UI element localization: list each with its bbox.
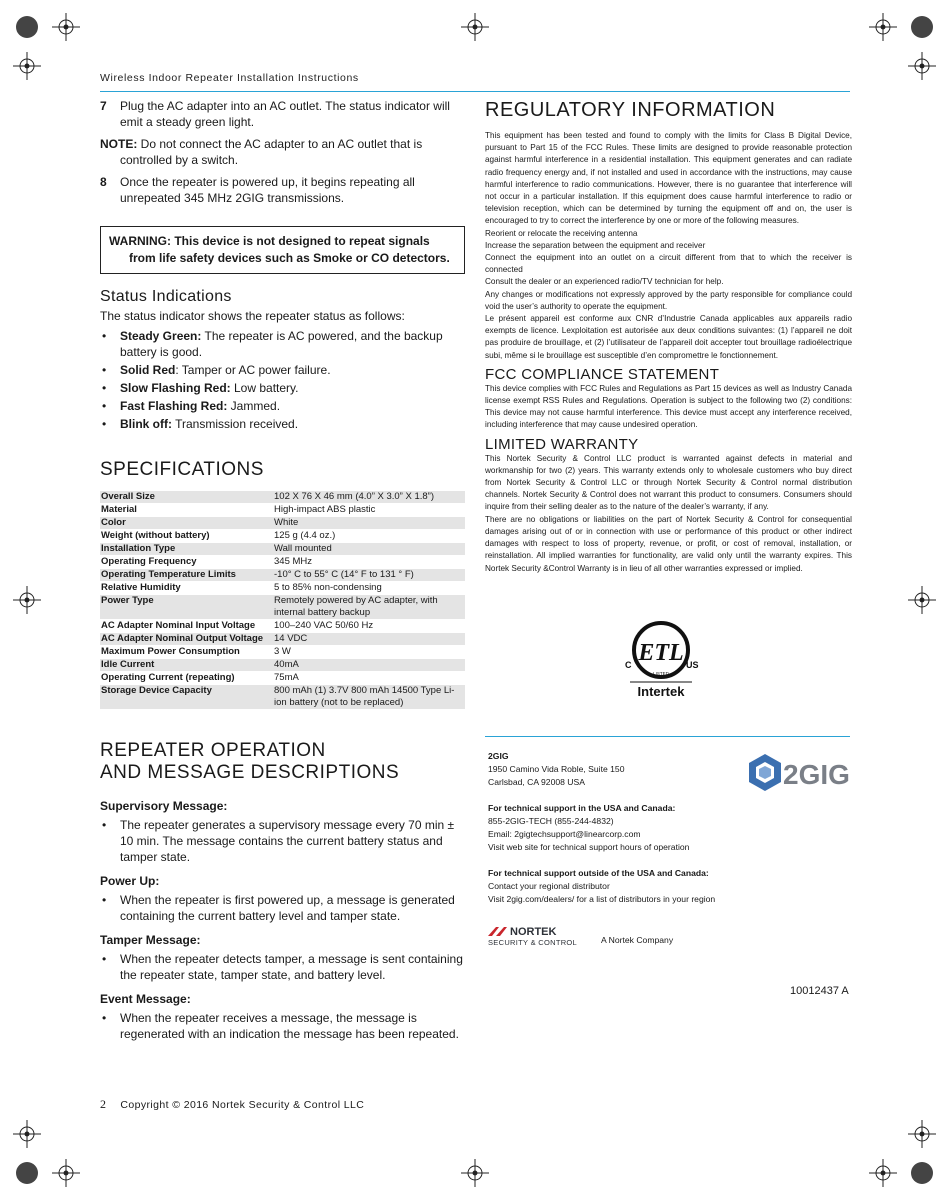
etl-us: US [686,660,699,670]
step-8 [100,174,465,206]
spec-key: Operating Temperature Limits [100,569,273,582]
spec-value: 125 g (4.4 oz.) [273,530,465,543]
spec-row [100,685,465,710]
spec-row [100,556,465,569]
document-number: 10012437 A [790,985,849,997]
specifications-title: SPECIFICATIONS [100,459,264,480]
spec-key: AC Adapter Nominal Input Voltage [100,620,273,633]
step-text: Once the repeater is powered up, it begins repeating all unrepeated 345 MHz 2GIG transmissions. [120,175,415,205]
copyright: Copyright © 2016 Nortek Security & Control LLC [120,1099,365,1111]
step-text: Plug the AC adapter into an AC outlet. The status indicator will emit a steady green light. [120,99,450,129]
spec-value: 100–240 VAC 50/60 Hz [273,620,465,633]
regulatory-measure: Connect the equipment into an outlet on a circuit different from that to which the receiver is connected [485,253,852,275]
spec-row [100,543,465,556]
status-item: • Steady Green: The repeater is AC powered, and the backup battery is good. [102,329,443,359]
spec-value: 5 to 85% non-condensing [273,582,465,595]
svg-text:ETL: ETL [638,640,684,666]
spec-value: 102 X 76 X 46 mm (4.0” X 3.0” X 1.8”) [273,491,465,504]
status-item: • Blink off: Transmission received. [102,417,299,431]
operation-section [100,740,465,1042]
nortek-logo [486,924,686,948]
spec-key: Overall Size [100,491,273,504]
spec-key: Weight (without battery) [100,530,273,543]
nortek-wing-icon [488,927,507,936]
intertek-label: Intertek [637,684,685,699]
warranty-title: LIMITED WARRANTY [485,435,639,453]
warranty-paragraph: This Nortek Security & Control LLC product is warranted against defects in material and workmanship for two (2) years. This warranty extends only to wholesale customers who buy direct from Nortek Security & Control LLC or through Nortek Security & Control normal distribution channels. Nortek Security & Control does not warrant this product to consumers. Consumers should inquire from their selling dealer as to the nature of the dealer’s warranty, if any. [485,453,852,512]
spec-row [100,530,465,543]
spec-key: Storage Device Capacity [100,685,273,710]
operation-title-line-2: AND MESSAGE DESCRIPTIONS [100,762,400,783]
specifications-table [100,491,465,710]
spec-value: High-impact ABS plastic [273,504,465,517]
operation-text: When the repeater is first powered up, a message is generated containing the current battery level and tamper state. [120,893,455,923]
status-label: Steady Green: [120,329,202,343]
spec-row [100,569,465,582]
operation-item: • When the repeater is first powered up, a message is generated containing the current battery level and tamper state. [102,893,455,923]
spec-value: Wall mounted [273,543,465,556]
contact-block [488,750,748,906]
warning-line-1: WARNING: This device is not designed to repeat signals [109,234,430,248]
spec-row [100,659,465,672]
address-line-1: 1950 Camino Vida Roble, Suite 150 [488,764,625,774]
right-column [485,98,852,575]
spec-value: 3 W [273,646,465,659]
note-text: Do not connect the AC adapter to an AC outlet that is controlled by a switch. [120,137,423,167]
operation-item: • When the repeater detects tamper, a message is sent containing the repeater state, tamper state, and battery level. [102,952,463,982]
spec-row [100,504,465,517]
header-title: Wireless Indoor Repeater Installation Instructions [100,72,359,84]
spec-key: Power Type [100,595,273,620]
etl-listed: LISTED [653,671,669,676]
status-intro: The status indicator shows the repeater status as follows: [100,309,405,323]
company-name: 2GIG [488,751,509,761]
spec-row [100,517,465,530]
operation-text: When the repeater receives a message, the message is regenerated with an indication the message has been repeated. [120,1011,459,1041]
status-text: Jammed. [227,399,281,413]
spec-key: Color [100,517,273,530]
operation-text: The repeater generates a supervisory message every 70 min ± 10 min. The message contains the current battery status and tamper state. [120,818,455,864]
status-item: • Slow Flashing Red: Low battery. [102,381,299,395]
status-item: • Fast Flashing Red: Jammed. [102,399,281,413]
fcc-paragraph: This device complies with FCC Rules and Regulations as Part 15 devices as well as Industry Canada license exempt RSS Rules and Regulations. Operation is subject to the following two (2) conditions: This device may not cause harmful interference. This device must accept any interference received, including interference that may cause undesired operation. [485,383,852,430]
spec-row [100,646,465,659]
us-support-web: Visit web site for technical support hours of operation [488,842,690,852]
spec-value: 14 VDC [273,633,465,646]
regulatory-paragraph: This equipment has been tested and found to comply with the limits for Class B Digital Device, pursuant to Part 15 of the FCC Rules. These limits are designed to provide reasonable protection against harmful interference in a residential installation. This equipment generates and can radiate radio frequency energy and, if not installed and used in accordance with the instructions, may cause harmful interference to radio communications. However, there is no guarantee that interference will not occur in a particular installation. If this equipment does cause harmful interference to radio or television reception, which can be determined by turning the equipment off and on, the user is encouraged to try to correct the interference by one or more of the following measures. [485,131,852,226]
spec-row [100,582,465,595]
spec-row [100,620,465,633]
status-text: Low battery. [230,381,299,395]
spec-key: AC Adapter Nominal Output Voltage [100,633,273,646]
status-text: The repeater is AC powered, and the backup battery is good. [120,329,443,359]
note-label: NOTE: [100,137,138,151]
spec-value: White [273,517,465,530]
spec-key: Installation Type [100,543,273,556]
etl-c: C [625,660,632,670]
us-support-phone: 855-2GIG-TECH (855-244-4832) [488,816,614,826]
status-text: : Tamper or AC power failure. [175,363,331,377]
intl-support-line-2: Visit 2gig.com/dealers/ for a list of distributors in your region [488,894,716,904]
nortek-subtitle: SECURITY & CONTROL [488,938,578,947]
regulatory-paragraph: Any changes or modifications not expressly approved by the party responsible for compliance could void the user’s authority to operate the equipment. [485,289,852,311]
spec-value: Remotely powered by AC adapter, with internal battery backup [273,595,465,620]
twogig-wordmark: 2GIG [783,759,850,790]
header-divider [100,91,850,92]
spec-key: Material [100,504,273,517]
contact-divider [485,736,850,737]
address-line-2: Carlsbad, CA 92008 USA [488,777,585,787]
spec-value: 345 MHz [273,556,465,569]
warning-box [100,226,465,274]
operation-block [100,932,465,983]
step-number: 8 [100,175,107,189]
fcc-title: FCC COMPLIANCE STATEMENT [485,365,720,383]
spec-value: -10° C to 55° C (14° F to 131 ° F) [273,569,465,582]
nortek-company-label: A Nortek Company [601,935,674,945]
intl-support-line-1: Contact your regional distributor [488,881,610,891]
operation-subtitle: Supervisory Message: [100,799,228,813]
spec-row [100,595,465,620]
spec-key: Operating Frequency [100,556,273,569]
us-support-email[interactable]: Email: 2gigtechsupport@linearcorp.com [488,829,641,839]
footer [100,1097,364,1112]
spec-key: Operating Current (repeating) [100,672,273,685]
spec-value: 800 mAh (1) 3.7V 800 mAh 14500 Type Li-ion battery (not to be replaced) [273,685,465,710]
warranty-paragraph: There are no obligations or liabilities on the part of Nortek Security & Control for consequential damages arising out of or in connection with use or performance of this product or other indirect damages with respect to loss of property, revenue, or profit, or cost of removal, installation, or reinstallation. All implied warranties for functionality, are valid only until the warranty expires. This Nortek Security &Control Warranty is in lieu of all other warranties expressed or implied. [485,514,852,573]
status-label: Slow Flashing Red: [120,381,231,395]
step-7 [100,98,465,130]
operation-item: • When the repeater receives a message, the message is regenerated with an indication the message has been repeated. [102,1011,459,1041]
spec-key: Maximum Power Consumption [100,646,273,659]
status-text: Transmission received. [172,417,299,431]
regulatory-measure: Increase the separation between the equipment and receiver [485,240,706,250]
left-column [100,98,465,1044]
operation-subtitle: Power Up: [100,874,160,888]
regulatory-measure: Consult the dealer or an experienced radio/TV technician for help. [485,277,724,287]
page-number: 2 [100,1097,107,1111]
spec-value: 75mA [273,672,465,685]
operation-title-line-1: REPEATER OPERATION [100,740,326,761]
etl-listed-logo [622,618,702,703]
operation-block [100,873,465,924]
regulatory-measure: Reorient or relocate the receiving antenna [485,228,638,238]
operation-subtitle: Event Message: [100,992,191,1006]
status-label: Fast Flashing Red: [120,399,228,413]
us-support-title: For technical support in the USA and Canada: [488,803,676,813]
regulatory-title: REGULATORY INFORMATION [485,99,776,121]
operation-block [100,798,465,865]
status-label: Blink off: [120,417,172,431]
intl-support-title: For technical support outside of the USA and Canada: [488,868,709,878]
status-list [100,328,465,432]
nortek-wordmark: NORTEK [510,926,557,938]
spec-key: Relative Humidity [100,582,273,595]
warning-line-2: from life safety devices such as Smoke or CO detectors. [129,251,450,265]
operation-item: • The repeater generates a supervisory message every 70 min ± 10 min. The message contains the current battery status and tamper state. [102,818,455,864]
spec-key: Idle Current [100,659,273,672]
spec-row [100,633,465,646]
operation-subtitle: Tamper Message: [100,933,201,947]
spec-row [100,672,465,685]
operation-block [100,991,465,1042]
step-number: 7 [100,99,107,113]
status-item: • Solid Red: Tamper or AC power failure. [102,363,331,377]
spec-row [100,491,465,504]
status-title: Status Indications [100,288,232,305]
twogig-cube-icon [749,754,781,791]
operation-text: When the repeater detects tamper, a message is sent containing the repeater state, tamper state, and battery level. [120,952,463,982]
spec-value: 40mA [273,659,465,672]
note [100,136,465,168]
status-label: Solid Red [120,363,176,377]
regulatory-paragraph-fr: Le présent appareil est conforme aux CNR d’Industrie Canada applicables aux appareils radio exempts de licence. Lexploitation est autorisée aux deux conditions suivantes: (1) l’appareil ne doit pas produire de brouillage, et (2) l’utilisateur de l’appareil doit accepter tout brouillage radioélectrique subi, même si le brouillage est susceptible d’en compromettre le fonctionnement. [485,314,852,360]
twogig-logo [745,752,853,794]
